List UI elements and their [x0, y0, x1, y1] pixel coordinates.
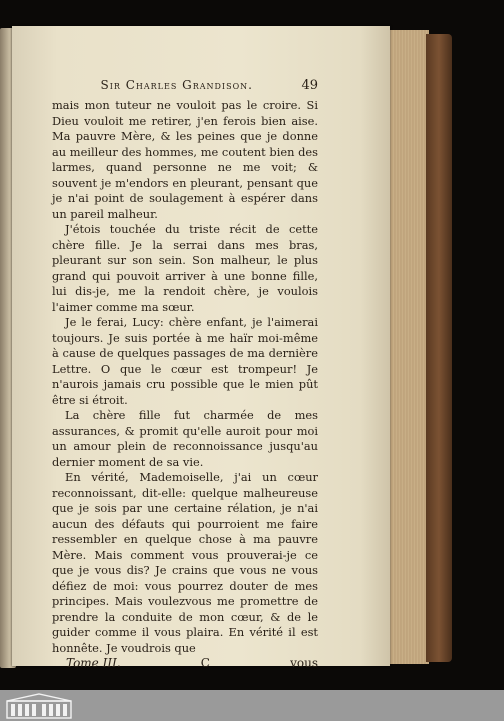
viewer-footer-band: [0, 690, 504, 721]
catchword: vous: [290, 656, 318, 670]
library-building-icon: [6, 693, 72, 719]
page-number: 49: [301, 78, 318, 93]
paragraph-1: mais mon tuteur ne vouloit pas le croire. Si Dieu vouloit me retirer, j'en ferois bien aise. Ma pauvre Mère, & les peines que je donne au meilleur des hommes, me coutent bien des larmes, quand personne ne me voit; & souvent je m'endors en pleurant, pensant que je n'ai point de soulagement à espérer dans un pareil malheur.: [52, 98, 318, 221]
paragraph-4: La chère fille fut charmée de mes assurances, & promit qu'elle auroit pour moi un amour plein de reconnoissance jusqu'au dernier moment de sa vie.: [52, 408, 318, 469]
page-text-block: [52, 78, 318, 670]
page-footer: [66, 656, 318, 670]
paragraph-3: Je le ferai, Lucy: chère enfant, je l'aimerai toujours. Je suis portée à me haïr moi-même à cause de quelques passages de ma dernière Lettre. O que le cœur est trompeur! Je n'aurois jamais cru possible que le mien pût être si étroit.: [52, 315, 318, 407]
volume-label: Tome III.: [66, 656, 121, 670]
paragraph-5: En vérité, Mademoiselle, j'ai un cœur reconnoissant, dit-elle: quelque malheureuse que je sois par une certaine rélation, je n'ai aucun des défauts qui pourroient me faire ressembler en quelque chose à ma pauvre Mère. Mais comment vous prouverai-je ce que je vous dis? Je crains que vous ne vous défiez de moi: vous pourrez douter de mes principes. Mais voulezvous me promettre de prendre la conduite de mon cœur, & de le guider comme il vous plaira. En vérité il est honnête. Je voudrois que: [52, 470, 318, 655]
paragraph-2: J'étois touchée du triste récit de cette chère fille. Je la serrai dans mes bras, pleurant sur son sein. Son malheur, le plus grand qui pouvoit arriver à une bonne fille, lui dis-je, me la rendoit chère, je voulois l'aimer comme ma sœur.: [52, 222, 318, 314]
running-head: [52, 78, 318, 98]
book-cover-edge: [426, 34, 452, 662]
body-text: [52, 98, 318, 656]
page-fore-edge: [388, 30, 429, 664]
running-title: Sir Charles Grandison.: [100, 78, 253, 92]
signature-mark: C: [200, 656, 210, 670]
